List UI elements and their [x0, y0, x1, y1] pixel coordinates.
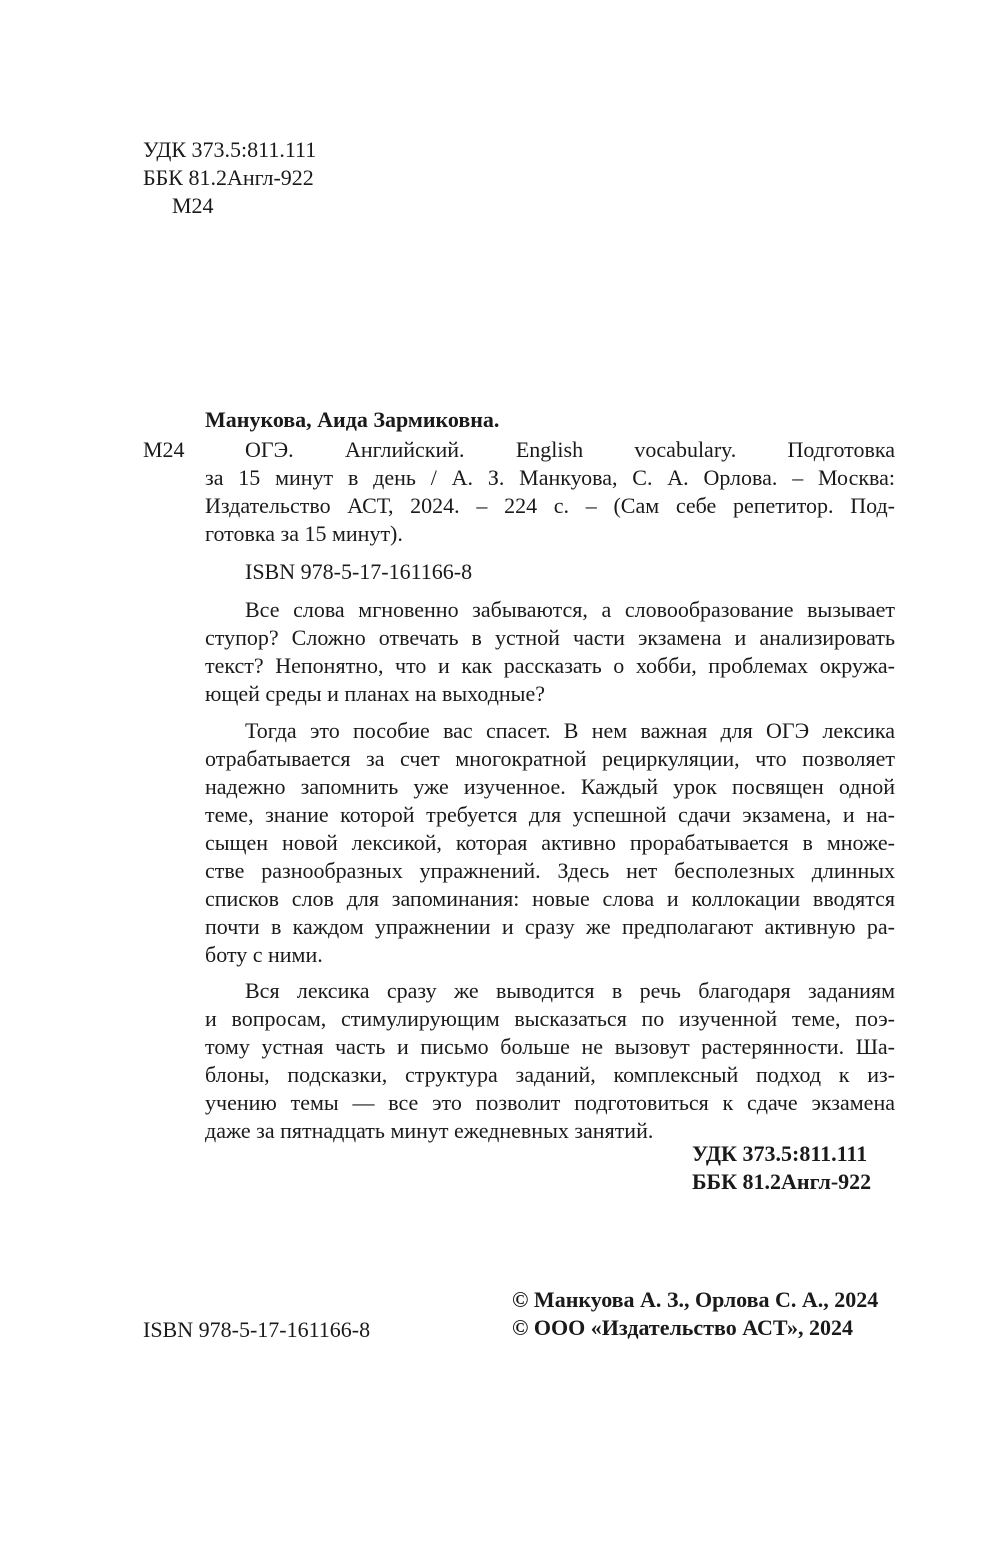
udk-code: УДК 373.5:811.111 [143, 137, 317, 162]
copyright-authors: © Манкуова А. З., Орлова С. А., 2024 [512, 1287, 879, 1312]
text-line: Тогда это пособие вас спасет. В нем важная для ОГЭ лексика [245, 718, 895, 743]
bib-line: ОГЭ. Английский. English vocabulary. Подготовка [245, 437, 895, 462]
annotation [205, 596, 895, 1145]
bib-line: готовка за 15 минут). [205, 521, 403, 546]
bibliographic-description [205, 436, 895, 548]
text-line: учению темы — все это позволит подготовиться к сдаче экзамена [205, 1090, 895, 1115]
bottom-classification-codes [692, 1140, 871, 1196]
bbk-code: ББК 81.2Англ-922 [692, 1169, 872, 1194]
text-line: текст? Непонятно, что и как рассказать о хобби, проблемах окружа- [205, 653, 895, 678]
text-line: надежно запомнить уже изученное. Каждый урок посвящен одной [205, 774, 895, 799]
annotation-paragraph [205, 977, 895, 1145]
copyright-publisher: © ООО «Издательство АСТ», 2024 [512, 1315, 854, 1340]
text-line: сыщен новой лексикой, которая активно прорабатывается в множе- [205, 830, 895, 855]
annotation-paragraph [205, 596, 895, 708]
bib-line: Издательство АСТ, 2024. – 224 с. – (Сам себе репетитор. Под- [205, 493, 895, 518]
text-line: теме, знание которой требуется для успешной сдачи экзамена, и на- [205, 802, 895, 827]
footer-isbn: ISBN 978-5-17-161166-8 [143, 1317, 371, 1342]
author-heading: Манукова, Аида Зармиковна. [205, 407, 500, 432]
text-line: стве разнообразных упражнений. Здесь нет бесполезных длинных [205, 858, 895, 883]
text-line: даже за пятнадцать минут ежедневных занятий. [205, 1118, 654, 1143]
text-line: и вопросам, стимулирующим высказаться по изученной теме, поэ- [205, 1006, 895, 1031]
annotation-paragraph [205, 717, 895, 969]
text-line: списков слов для запоминания: новые слова и коллокации вводятся [205, 886, 895, 911]
top-classification-codes [143, 136, 316, 220]
text-line: отрабатывается за счет многократной рециркуляции, что позволяет [205, 746, 895, 771]
text-line: почти в каждом упражнении и сразу же предполагают активную ра- [205, 914, 895, 939]
copyright-block [512, 1286, 878, 1342]
text-line: блоны, подсказки, структура заданий, комплексный подход к из- [205, 1062, 895, 1087]
bib-author-mark: М24 [143, 437, 185, 462]
bib-line: за 15 минут в день / А. З. Манкуова, С. А. Орлова. – Москва: [205, 465, 895, 490]
text-line: ющей среды и планах на выходные? [205, 681, 545, 706]
text-line: тому устная часть и письмо больше не вызовут растерянности. Ша- [205, 1034, 895, 1059]
text-line: Все слова мгновенно забываются, а словообразование вызывает [245, 597, 895, 622]
isbn: ISBN 978-5-17-161166-8 [245, 559, 473, 584]
text-line: ступор? Сложно отвечать в устной части экзамена и анализировать [205, 625, 895, 650]
udk-code: УДК 373.5:811.111 [692, 1141, 868, 1166]
author-mark: М24 [172, 193, 214, 218]
bbk-code: ББК 81.2Англ-922 [143, 165, 314, 190]
text-line: Вся лексика сразу же выводится в речь благодаря заданиям [245, 978, 895, 1003]
text-line: боту с ними. [205, 942, 323, 967]
